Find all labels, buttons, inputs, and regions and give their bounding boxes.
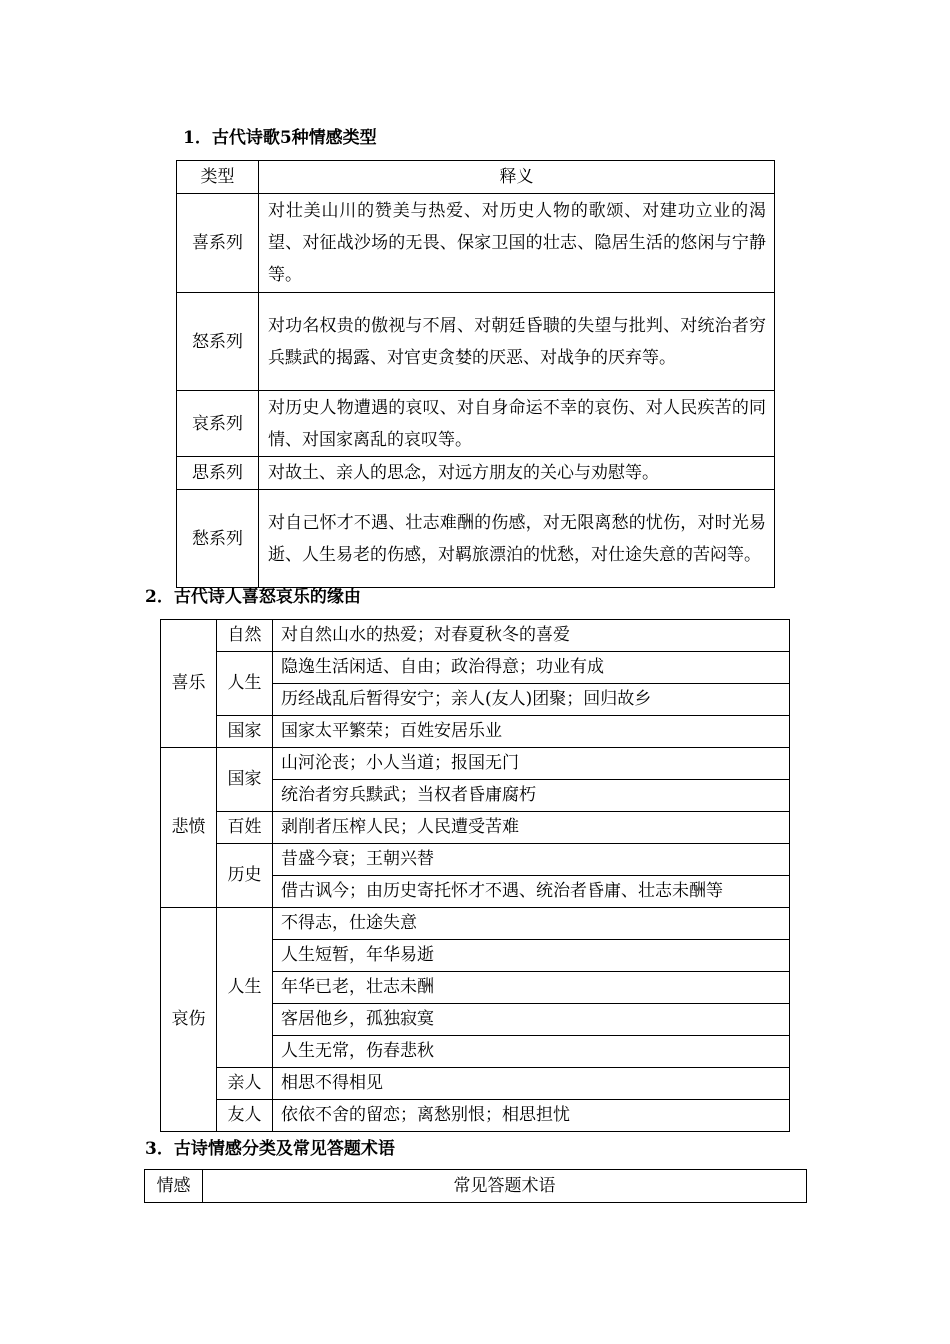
cause-cell: 人生短暂，年华易逝	[273, 940, 790, 972]
cause-cell: 客居他乡，孤独寂寞	[273, 1004, 790, 1036]
header-type: 类型	[177, 161, 259, 194]
table-row	[177, 457, 775, 490]
category-label: 历史	[217, 844, 273, 908]
group-label-sorrow: 哀伤	[161, 908, 217, 1132]
section1-heading: 1．古代诗歌5种情感类型	[183, 128, 377, 148]
type-cell: 愁系列	[177, 490, 259, 588]
cause-cell: 不得志，仕途失意	[273, 908, 790, 940]
table-row	[161, 652, 790, 684]
emotion-causes-table	[160, 619, 790, 1132]
table-row	[161, 748, 790, 780]
table-row	[161, 620, 790, 652]
cause-cell: 剥削者压榨人民；人民遭受苦难	[273, 812, 790, 844]
cause-cell: 年华已老，壮志未酬	[273, 972, 790, 1004]
table-row	[161, 716, 790, 748]
cause-cell: 依依不舍的留恋；离愁别恨；相思担忧	[273, 1100, 790, 1132]
cause-cell: 昔盛今衰；王朝兴替	[273, 844, 790, 876]
cause-cell: 借古讽今；由历史寄托怀才不遇、统治者昏庸、壮志未酬等	[273, 876, 790, 908]
meaning-cell: 对历史人物遭遇的哀叹、对自身命运不幸的哀伤、对人民疾苦的同情、对国家离乱的哀叹等。	[259, 391, 775, 457]
emotion-types-table	[176, 160, 775, 588]
cause-cell: 相思不得相见	[273, 1068, 790, 1100]
meaning-cell: 对故土、亲人的思念，对远方朋友的关心与劝慰等。	[259, 457, 775, 490]
header-meaning: 释义	[259, 161, 775, 194]
cause-cell: 人生无常，伤春悲秋	[273, 1036, 790, 1068]
section3-heading: 3．古诗情感分类及常见答题术语	[145, 1139, 395, 1159]
category-label: 国家	[217, 748, 273, 812]
table-row	[177, 391, 775, 457]
group-label-grief: 悲愤	[161, 748, 217, 908]
type-cell: 怒系列	[177, 293, 259, 391]
category-label: 友人	[217, 1100, 273, 1132]
table-header-row	[177, 161, 775, 194]
cause-cell: 山河沦丧；小人当道；报国无门	[273, 748, 790, 780]
category-label: 自然	[217, 620, 273, 652]
table-row	[161, 812, 790, 844]
cause-cell: 统治者穷兵黩武；当权者昏庸腐朽	[273, 780, 790, 812]
group-label-joy: 喜乐	[161, 620, 217, 748]
answer-terms-table	[144, 1169, 807, 1203]
cause-cell: 隐逸生活闲适、自由；政治得意；功业有成	[273, 652, 790, 684]
table-row	[177, 490, 775, 588]
cause-cell: 国家太平繁荣；百姓安居乐业	[273, 716, 790, 748]
cause-cell: 对自然山水的热爱；对春夏秋冬的喜爱	[273, 620, 790, 652]
category-label: 亲人	[217, 1068, 273, 1100]
category-label: 百姓	[217, 812, 273, 844]
table-row	[161, 908, 790, 940]
type-cell: 喜系列	[177, 194, 259, 293]
table-row	[177, 293, 775, 391]
meaning-cell: 对壮美山川的赞美与热爱、对历史人物的歌颂、对建功立业的渴望、对征战沙场的无畏、保家卫国的壮志、隐居生活的悠闲与宁静等。	[259, 194, 775, 293]
cause-cell: 历经战乱后暂得安宁；亲人(友人)团聚；回归故乡	[273, 684, 790, 716]
category-label: 人生	[217, 652, 273, 716]
table-header-row	[145, 1170, 807, 1203]
section2-heading: 2．古代诗人喜怒哀乐的缘由	[145, 587, 361, 607]
header-terms: 常见答题术语	[203, 1170, 807, 1203]
table-row	[161, 1100, 790, 1132]
header-emotion: 情感	[145, 1170, 203, 1203]
category-label: 人生	[217, 908, 273, 1068]
table-row	[177, 194, 775, 293]
category-label: 国家	[217, 716, 273, 748]
type-cell: 思系列	[177, 457, 259, 490]
table-row	[161, 1068, 790, 1100]
table-row	[161, 844, 790, 876]
type-cell: 哀系列	[177, 391, 259, 457]
meaning-cell: 对功名权贵的傲视与不屑、对朝廷昏聩的失望与批判、对统治者穷兵黩武的揭露、对官吏贪婪的厌恶、对战争的厌弃等。	[259, 293, 775, 391]
meaning-cell: 对自己怀才不遇、壮志难酬的伤感，对无限离愁的忧伤，对时光易逝、人生易老的伤感，对羁旅漂泊的忧愁，对仕途失意的苦闷等。	[259, 490, 775, 588]
